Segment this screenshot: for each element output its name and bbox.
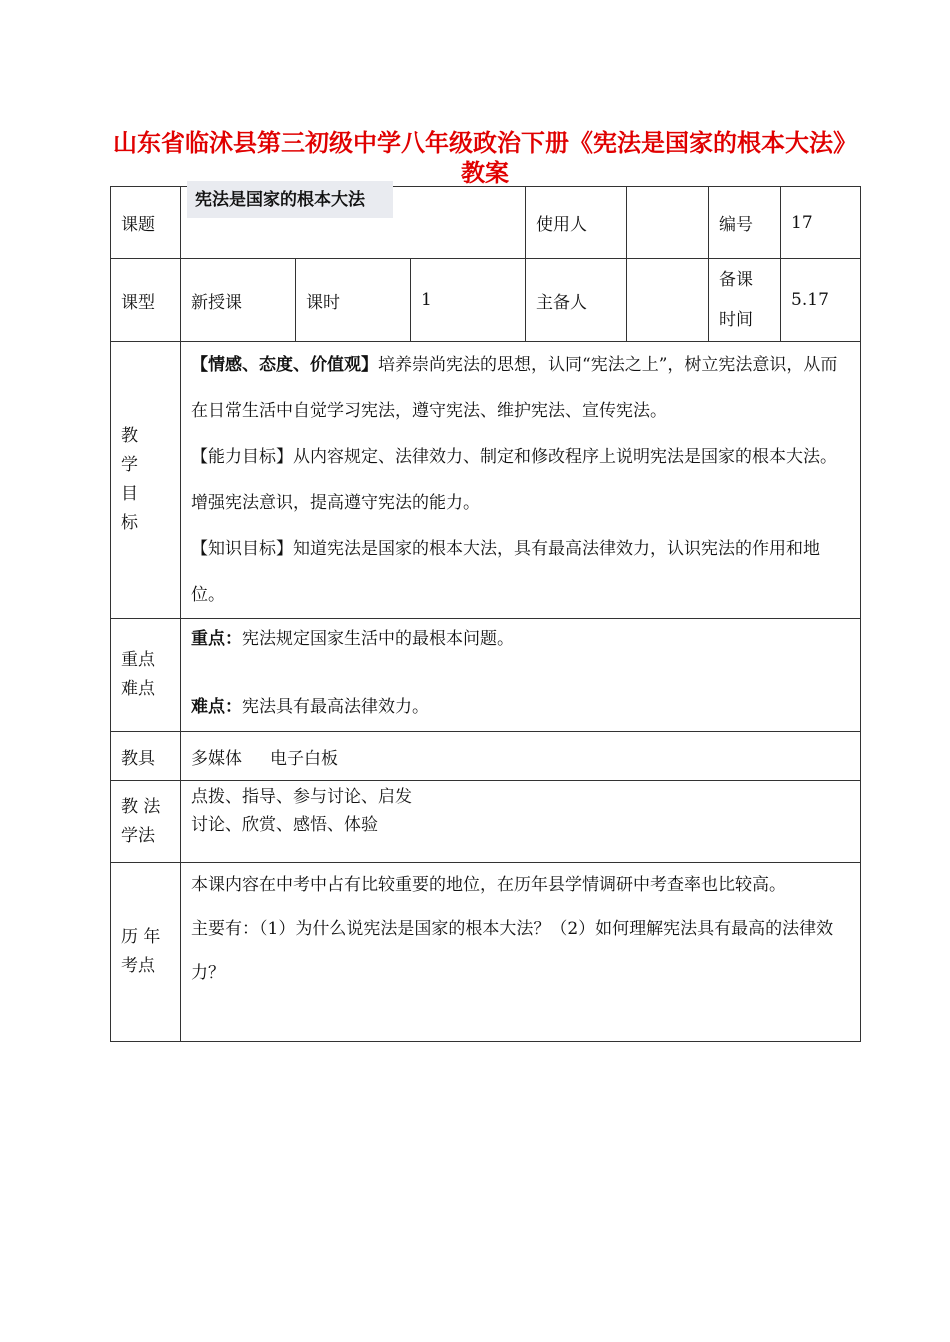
hours-label: 课时 bbox=[296, 259, 411, 342]
user-label: 使用人 bbox=[526, 187, 627, 259]
preparer-label: 主备人 bbox=[526, 259, 627, 342]
lesson-plan-table bbox=[110, 186, 861, 1042]
exam-content bbox=[181, 863, 861, 1042]
methods-content bbox=[181, 781, 861, 863]
tool-whiteboard: 电子白板 bbox=[270, 748, 338, 769]
topic-label: 课题 bbox=[111, 187, 181, 259]
row-topic bbox=[111, 187, 861, 259]
preparer-value bbox=[627, 259, 709, 342]
exam-label: 历 年考点 bbox=[111, 863, 181, 1042]
tools-label: 教具 bbox=[111, 732, 181, 781]
goal-ability: 【能力目标】从内容规定、法律效力、制定和修改程序上说明宪法是国家的根本大法。增强宪法意识，提高遵守宪法的能力。 bbox=[191, 447, 837, 513]
row-goals bbox=[111, 342, 861, 619]
row-methods bbox=[111, 781, 861, 863]
number-label: 编号 bbox=[709, 187, 781, 259]
tool-multimedia: 多媒体 bbox=[191, 748, 242, 769]
row-tools bbox=[111, 732, 861, 781]
document-title: 山东省临沭县第三初级中学八年级政治下册《宪法是国家的根本大法》教案 bbox=[113, 129, 857, 187]
topic-cell bbox=[181, 187, 526, 259]
key-points-content bbox=[181, 619, 861, 732]
key-point: 重点：宪法规定国家生活中的最根本问题。 bbox=[191, 629, 514, 649]
key-points-label: 重点难点 bbox=[111, 619, 181, 732]
exam-para-1: 本课内容在中考中占有比较重要的地位，在历年县学情调研中考查率也比较高。 bbox=[191, 875, 786, 895]
prep-time-value: 5.17 bbox=[781, 259, 861, 342]
goals-label: 教学目标 bbox=[111, 342, 181, 619]
user-value bbox=[627, 187, 709, 259]
type-label: 课型 bbox=[111, 259, 181, 342]
hours-value: 1 bbox=[411, 259, 526, 342]
row-type bbox=[111, 259, 861, 342]
goals-content bbox=[181, 342, 861, 619]
tools-content bbox=[181, 732, 861, 781]
number-value: 17 bbox=[781, 187, 861, 259]
difficulty-point: 难点：宪法具有最高法律效力。 bbox=[191, 697, 429, 717]
row-exam bbox=[111, 863, 861, 1042]
prep-time-label: 备课时间 bbox=[709, 259, 781, 342]
methods-line-1: 点拨、指导、参与讨论、启发 bbox=[191, 787, 412, 807]
row-key-points bbox=[111, 619, 861, 732]
exam-para-2: 主要有：（1）为什么说宪法是国家的根本大法？（2）如何理解宪法具有最高的法律效力？ bbox=[191, 919, 834, 983]
topic-value: 宪法是国家的根本大法 bbox=[187, 181, 393, 218]
goal-emotion: 【情感、态度、价值观】培养崇尚宪法的思想，认同“宪法之上”，树立宪法意识，从而在日常生活中自觉学习宪法，遵守宪法、维护宪法、宣传宪法。 bbox=[191, 355, 838, 421]
methods-label: 教 法学法 bbox=[111, 781, 181, 863]
goal-knowledge: 【知识目标】知道宪法是国家的根本大法，具有最高法律效力，认识宪法的作用和地位。 bbox=[191, 539, 820, 605]
methods-line-2: 讨论、欣赏、感悟、体验 bbox=[191, 815, 378, 835]
type-value: 新授课 bbox=[181, 259, 296, 342]
